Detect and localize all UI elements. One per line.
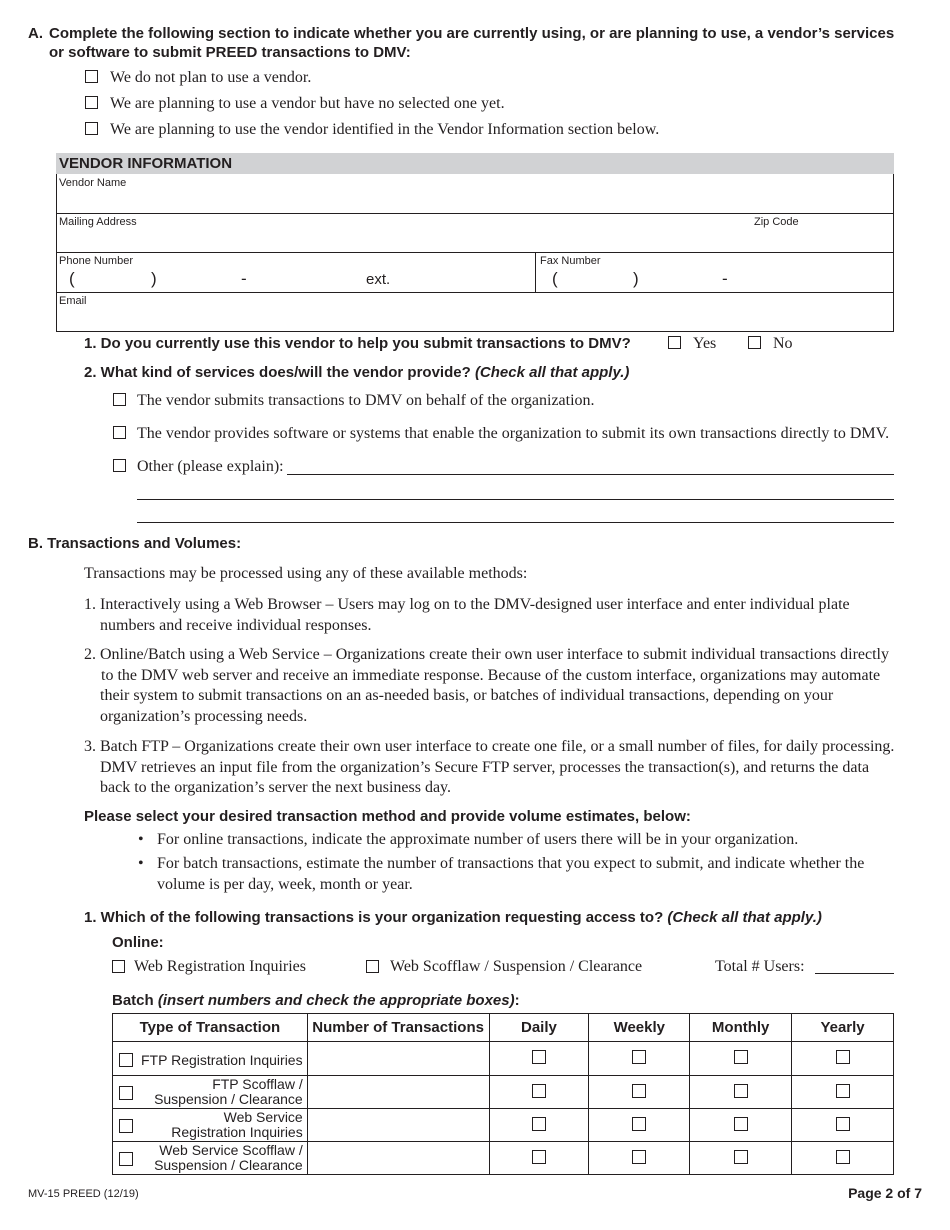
- ftp-scofflaw-number[interactable]: [307, 1076, 489, 1109]
- transactions-q1: [84, 909, 822, 926]
- phone-number-label: Phone Number: [59, 255, 133, 267]
- total-users-input[interactable]: [815, 973, 894, 974]
- other-explain-line-3[interactable]: [137, 522, 894, 523]
- service-submits-checkbox[interactable]: [113, 393, 126, 406]
- section-a-heading-1: Complete the following section to indicate whether you are currently using, or are planning to use, a vendor’s services: [49, 25, 895, 42]
- ws-registration-label-2: Registration Inquiries: [171, 1124, 303, 1140]
- header-yearly: Yearly: [792, 1014, 894, 1042]
- vendor-q1: 1. Do you currently use this vendor to help you submit transactions to DMV?: [84, 335, 631, 352]
- form-id: MV-15 PREED (12/19): [28, 1188, 139, 1200]
- method-1-line-2: numbers and receive individual responses.: [100, 616, 372, 634]
- service-software-label: The vendor provides software or systems that enable the organization to submit its own transactions directly to DMV.: [137, 425, 890, 442]
- vendor-q1-yes-checkbox[interactable]: [668, 336, 681, 349]
- ftp-registration-label: FTP Registration Inquiries: [141, 1052, 303, 1068]
- select-method-heading: Please select your desired transaction method and provide volume estimates, below:: [84, 808, 691, 825]
- page-number: Page 2 of 7: [848, 1185, 922, 1201]
- no-vendor-checkbox[interactable]: [85, 70, 98, 83]
- vendor-q1-no-label: No: [773, 335, 793, 352]
- method-3-line-3: back to the organization’s server the next business day.: [100, 779, 452, 796]
- zip-code-label: Zip Code: [754, 216, 799, 228]
- table-row: [113, 1109, 894, 1142]
- ftp-registration-number[interactable]: [307, 1042, 489, 1076]
- bullet-2-line-1: For batch transactions, estimate the number of transactions that you expect to submit, and indicate whether the: [157, 855, 865, 872]
- table-row: [113, 1042, 894, 1076]
- phone-ext-label: ext.: [366, 271, 391, 288]
- ftp-registration-daily-checkbox[interactable]: [532, 1050, 546, 1064]
- other-explain-line-2[interactable]: [137, 499, 894, 500]
- email-field[interactable]: [56, 292, 894, 332]
- ws-scofflaw-weekly-checkbox[interactable]: [632, 1150, 646, 1164]
- ws-registration-yearly-checkbox[interactable]: [836, 1117, 850, 1131]
- ws-registration-label: [171, 1110, 303, 1140]
- ws-scofflaw-checkbox[interactable]: [119, 1152, 133, 1166]
- vendor-q1-yes-label: Yes: [693, 335, 717, 352]
- section-a-letter: A.: [28, 25, 43, 42]
- vendor-q2-note: (Check all that apply.): [474, 364, 630, 381]
- bullet-1-marker: •: [138, 831, 144, 848]
- section-b-heading: B. Transactions and Volumes:: [28, 535, 242, 552]
- ftp-registration-yearly-checkbox[interactable]: [836, 1050, 850, 1064]
- planning-vendor-label: We are planning to use the vendor identified in the Vendor Information section below.: [110, 121, 660, 138]
- phone-dash: -: [241, 269, 247, 288]
- method-1-line-1: 1. Interactively using a Web Browser – Users may log on to the DMV-designed user interface and enter individual plate: [84, 596, 850, 613]
- web-registration-checkbox[interactable]: [112, 960, 125, 973]
- ftp-registration-weekly-checkbox[interactable]: [632, 1050, 646, 1064]
- bullet-2-line-2: volume is per day, week, month or year.: [157, 875, 413, 893]
- ftp-scofflaw-label-2: Suspension / Clearance: [154, 1091, 303, 1107]
- batch-label: Batch: [112, 992, 154, 1009]
- table-row: [113, 1142, 894, 1175]
- ws-scofflaw-daily-checkbox[interactable]: [532, 1150, 546, 1164]
- total-users-label: Total # Users:: [715, 958, 805, 975]
- phone-open-paren: (: [69, 269, 75, 288]
- method-3-line-2: DMV retrieves an input file from the organization’s Secure FTP server, processes the transaction(s), and returns the data: [100, 758, 870, 776]
- fax-open-paren: (: [552, 269, 558, 288]
- fax-close-paren: ): [633, 269, 639, 288]
- vendor-q2-text: 2. What kind of services does/will the vendor provide?: [84, 364, 471, 381]
- web-scofflaw-checkbox[interactable]: [366, 960, 379, 973]
- planning-vendor-checkbox[interactable]: [85, 122, 98, 135]
- fax-number-field[interactable]: [536, 252, 893, 292]
- method-2-line-3: their system to submit transactions on an as-needed basis, or batches of individual transactions, depending on your: [100, 687, 834, 704]
- service-software-checkbox[interactable]: [113, 426, 126, 439]
- vendor-name-field[interactable]: [56, 174, 894, 214]
- ftp-scofflaw-weekly-checkbox[interactable]: [632, 1084, 646, 1098]
- method-3: [84, 737, 894, 799]
- ws-registration-weekly-checkbox[interactable]: [632, 1117, 646, 1131]
- planning-no-vendor-checkbox[interactable]: [85, 96, 98, 109]
- phone-number-field[interactable]: [57, 252, 535, 292]
- ws-scofflaw-yearly-checkbox[interactable]: [836, 1150, 850, 1164]
- no-vendor-label: We do not plan to use a vendor.: [110, 69, 312, 86]
- service-other-label: Other (please explain):: [137, 458, 284, 475]
- transactions-q1-text: 1. Which of the following transactions is your organization requesting access to?: [84, 909, 664, 926]
- header-monthly: Monthly: [690, 1014, 792, 1042]
- phone-fax-row: [56, 252, 894, 293]
- online-label: Online:: [112, 934, 164, 951]
- method-2-line-4: organization’s processing needs.: [100, 707, 308, 725]
- header-daily: Daily: [489, 1014, 589, 1042]
- header-weekly: Weekly: [589, 1014, 690, 1042]
- ws-scofflaw-number[interactable]: [307, 1142, 489, 1175]
- ws-scofflaw-monthly-checkbox[interactable]: [734, 1150, 748, 1164]
- ftp-registration-monthly-checkbox[interactable]: [734, 1050, 748, 1064]
- method-1: [84, 595, 850, 636]
- vendor-name-label: Vendor Name: [59, 177, 127, 189]
- ws-registration-monthly-checkbox[interactable]: [734, 1117, 748, 1131]
- batch-heading: [112, 992, 520, 1009]
- bullet-1: For online transactions, indicate the approximate number of users there will be in your organization.: [157, 831, 799, 848]
- batch-colon: :: [514, 992, 520, 1009]
- service-other-checkbox[interactable]: [113, 459, 126, 472]
- ftp-scofflaw-checkbox[interactable]: [119, 1086, 133, 1100]
- ws-registration-label-1: Web Service: [223, 1109, 303, 1125]
- method-2: [84, 645, 889, 727]
- ftp-registration-checkbox[interactable]: [119, 1053, 133, 1067]
- ftp-scofflaw-yearly-checkbox[interactable]: [836, 1084, 850, 1098]
- transactions-q1-note: (Check all that apply.): [667, 909, 822, 926]
- web-scofflaw-label: Web Scofflaw / Suspension / Clearance: [390, 958, 643, 975]
- ws-registration-daily-checkbox[interactable]: [532, 1117, 546, 1131]
- table-row: [113, 1076, 894, 1109]
- ws-registration-number[interactable]: [307, 1109, 489, 1142]
- method-2-line-2: to the DMV web server and receive an immediate response. Because of the custom interface, organizations may automate: [101, 666, 881, 684]
- ws-scofflaw-cell: [113, 1142, 308, 1175]
- mailing-address-field[interactable]: [56, 213, 894, 253]
- section-a-heading-2: or software to submit PREED transactions to DMV:: [49, 44, 411, 61]
- method-3-line-1: 3. Batch FTP – Organizations create their own user interface to create one file, or a small number of files, for daily processing.: [84, 738, 895, 755]
- ftp-scofflaw-cell: [113, 1076, 308, 1109]
- header-type: Type of Transaction: [113, 1014, 308, 1042]
- fax-dash: -: [722, 269, 728, 288]
- vendor-q2: [84, 364, 629, 381]
- section-b-intro: Transactions may be processed using any of these available methods:: [84, 565, 528, 582]
- mailing-address-label: Mailing Address: [59, 216, 137, 228]
- ws-registration-cell: [113, 1109, 308, 1142]
- bullet-2-marker: •: [138, 855, 144, 872]
- ws-scofflaw-label-1: Web Service Scofflaw /: [159, 1142, 303, 1158]
- header-number: Number of Transactions: [307, 1014, 489, 1042]
- vendor-q1-no-checkbox[interactable]: [748, 336, 761, 349]
- ftp-registration-cell: [113, 1042, 308, 1076]
- ftp-scofflaw-daily-checkbox[interactable]: [532, 1084, 546, 1098]
- vendor-info-header: VENDOR INFORMATION: [56, 153, 894, 174]
- ftp-scofflaw-label: [154, 1077, 303, 1107]
- fax-number-label: Fax Number: [540, 255, 601, 267]
- ws-registration-checkbox[interactable]: [119, 1119, 133, 1133]
- ws-scofflaw-label-2: Suspension / Clearance: [154, 1157, 303, 1173]
- method-2-line-1: 2. Online/Batch using a Web Service – Organizations create their own user interface to submit individual transactions directly: [84, 646, 889, 663]
- ws-scofflaw-label: [154, 1143, 303, 1173]
- service-submits-label: The vendor submits transactions to DMV on behalf of the organization.: [137, 392, 595, 409]
- phone-close-paren: ): [151, 269, 157, 288]
- other-explain-line-1[interactable]: [287, 474, 894, 475]
- ftp-scofflaw-monthly-checkbox[interactable]: [734, 1084, 748, 1098]
- web-registration-label: Web Registration Inquiries: [134, 958, 307, 975]
- ftp-scofflaw-label-1: FTP Scofflaw /: [212, 1076, 303, 1092]
- email-label: Email: [59, 295, 87, 307]
- batch-note: (insert numbers and check the appropriate boxes): [157, 992, 515, 1009]
- table-header-row: [113, 1014, 894, 1042]
- batch-table: [112, 1013, 894, 1175]
- planning-no-vendor-label: We are planning to use a vendor but have no selected one yet.: [110, 95, 505, 112]
- bullet-2: [157, 854, 864, 895]
